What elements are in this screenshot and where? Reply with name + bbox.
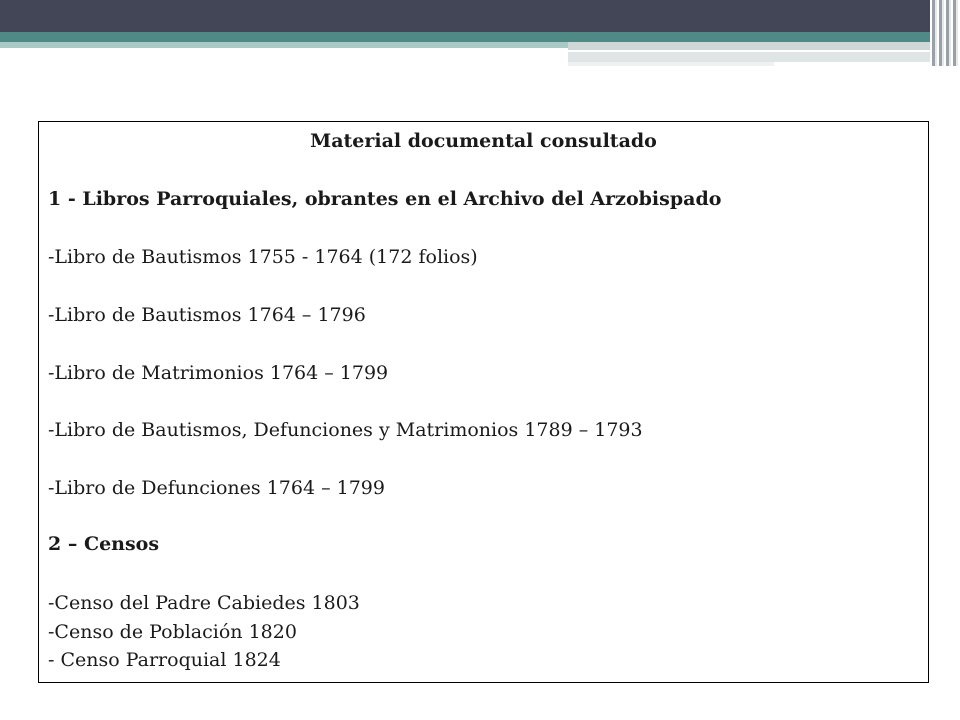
header-teal-light-bar <box>0 42 568 48</box>
header-teal-bar <box>0 32 960 42</box>
list-item: -Censo de Población 1820 <box>48 621 297 643</box>
list-item: - Censo Parroquial 1824 <box>48 649 281 671</box>
list-item: -Libro de Defunciones 1764 – 1799 <box>48 477 385 499</box>
section-heading-censos: 2 – Censos <box>48 533 160 555</box>
list-item: -Libro de Bautismos, Defunciones y Matrimonios 1789 – 1793 <box>48 419 643 441</box>
header-dark-bar <box>0 0 960 32</box>
list-item: -Libro de Bautismos 1764 – 1796 <box>48 304 366 326</box>
header-grey-bar-short <box>568 62 774 66</box>
section-heading-libros: 1 - Libros Parroquiales, obrantes en el Archivo del Arzobispado <box>48 188 722 210</box>
list-item: -Censo del Padre Cabiedes 1803 <box>48 592 360 614</box>
content-box <box>38 121 929 683</box>
header-grey-bar <box>568 42 960 50</box>
slide-title: Material documental consultado <box>310 130 657 152</box>
header-grey-bar-lower <box>568 52 960 62</box>
list-item: -Libro de Matrimonios 1764 – 1799 <box>48 362 389 384</box>
list-item: -Libro de Bautismos 1755 - 1764 (172 folios) <box>48 246 478 268</box>
corner-stripes-decoration <box>930 0 960 66</box>
